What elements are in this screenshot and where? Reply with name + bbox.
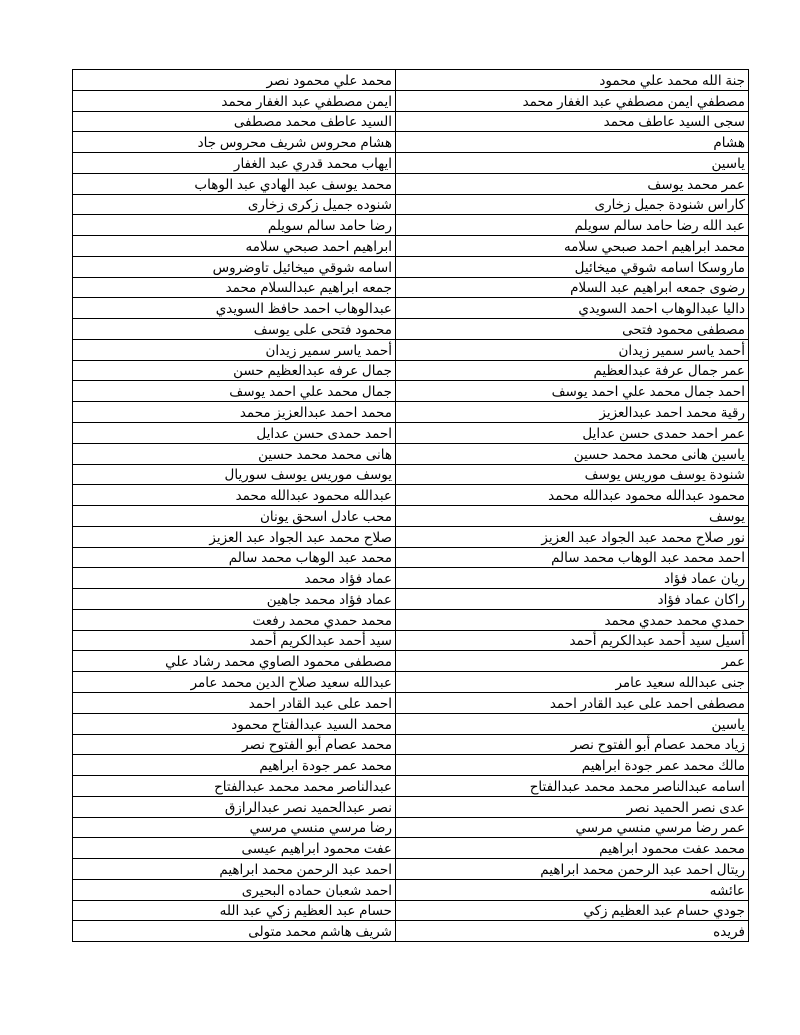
parent-name-cell: احمد حمدى حسن عدايل bbox=[73, 423, 396, 444]
table-row bbox=[73, 838, 749, 859]
table-row bbox=[73, 90, 749, 111]
parent-name-cell: عبدالوهاب احمد حافظ السويدي bbox=[73, 298, 396, 319]
child-name-cell: أحمد ياسر سمير زيدان bbox=[396, 339, 749, 360]
parent-name-cell: ابراهيم احمد صبحي سلامه bbox=[73, 236, 396, 257]
child-name-cell: جودي حسام عبد العظيم زكي bbox=[396, 900, 749, 921]
parent-name-cell: عماد فؤاد محمد bbox=[73, 568, 396, 589]
names-table-body bbox=[73, 70, 749, 942]
child-name-cell: سجى السيد عاطف محمد bbox=[396, 111, 749, 132]
parent-name-cell: احمد عبد الرحمن محمد ابراهيم bbox=[73, 859, 396, 880]
table-row bbox=[73, 173, 749, 194]
child-name-cell: عمر احمد حمدى حسن عدايل bbox=[396, 423, 749, 444]
child-name-cell: فريده bbox=[396, 921, 749, 942]
parent-name-cell: محمد السيد عبدالفتاح محمود bbox=[73, 713, 396, 734]
child-name-cell: جنة الله محمد علي محمود bbox=[396, 70, 749, 91]
child-name-cell: مصطفى احمد على عبد القادر احمد bbox=[396, 692, 749, 713]
table-row bbox=[73, 589, 749, 610]
table-row bbox=[73, 402, 749, 423]
child-name-cell: زياد محمد عصام أبو الفتوح نصر bbox=[396, 734, 749, 755]
table-row bbox=[73, 547, 749, 568]
child-name-cell: راكان عماد فؤاد bbox=[396, 589, 749, 610]
table-row bbox=[73, 921, 749, 942]
table-row bbox=[73, 256, 749, 277]
child-name-cell: نور صلاح محمد عبد الجواد عبد العزيز bbox=[396, 526, 749, 547]
child-name-cell: شنودة يوسف موريس يوسف bbox=[396, 464, 749, 485]
parent-name-cell: محمود فتحى على يوسف bbox=[73, 319, 396, 340]
table-row bbox=[73, 381, 749, 402]
child-name-cell: يوسف bbox=[396, 506, 749, 527]
table-row bbox=[73, 132, 749, 153]
child-name-cell: عدى نصر الحميد نصر bbox=[396, 796, 749, 817]
parent-name-cell: نصر عبدالحميد نصر عبدالرازق bbox=[73, 796, 396, 817]
table-row bbox=[73, 734, 749, 755]
child-name-cell: ياسين bbox=[396, 713, 749, 734]
child-name-cell: احمد محمد عبد الوهاب محمد سالم bbox=[396, 547, 749, 568]
parent-name-cell: مصطفى محمود الصاوي محمد رشاد علي bbox=[73, 651, 396, 672]
table-row bbox=[73, 900, 749, 921]
child-name-cell: عائشه bbox=[396, 879, 749, 900]
child-name-cell: ماروسكا اسامه شوقي ميخائيل bbox=[396, 256, 749, 277]
parent-name-cell: عبدالله محمود عبدالله محمد bbox=[73, 485, 396, 506]
table-row bbox=[73, 339, 749, 360]
child-name-cell: أسيل سيد أحمد عبدالكريم أحمد bbox=[396, 630, 749, 651]
table-row bbox=[73, 651, 749, 672]
parent-name-cell: شنوده جميل زكرى زخارى bbox=[73, 194, 396, 215]
table-row bbox=[73, 423, 749, 444]
parent-name-cell: ايهاب محمد قدري عبد الغفار bbox=[73, 153, 396, 174]
parent-name-cell: احمد على عبد القادر احمد bbox=[73, 692, 396, 713]
child-name-cell: رضوى جمعه ابراهيم عبد السلام bbox=[396, 277, 749, 298]
child-name-cell: مصطفي ايمن مصطفي عبد الغفار محمد bbox=[396, 90, 749, 111]
parent-name-cell: اسامه شوقي ميخائيل تاوضروس bbox=[73, 256, 396, 277]
child-name-cell: عمر جمال عرفة عبدالعظيم bbox=[396, 360, 749, 381]
parent-name-cell: ايمن مصطفي عبد الغفار محمد bbox=[73, 90, 396, 111]
table-row bbox=[73, 464, 749, 485]
child-name-cell: عبد الله رضا حامد سالم سويلم bbox=[396, 215, 749, 236]
child-name-cell: جنى عبدالله سعيد عامر bbox=[396, 672, 749, 693]
table-row bbox=[73, 568, 749, 589]
table-row bbox=[73, 859, 749, 880]
parent-name-cell: جمعه ابراهيم عبدالسلام محمد bbox=[73, 277, 396, 298]
child-name-cell: محمد ابراهيم احمد صبحي سلامه bbox=[396, 236, 749, 257]
child-name-cell: رقية محمد احمد عبدالعزيز bbox=[396, 402, 749, 423]
table-row bbox=[73, 692, 749, 713]
table-row bbox=[73, 111, 749, 132]
child-name-cell: مالك محمد عمر جودة ابراهيم bbox=[396, 755, 749, 776]
table-row bbox=[73, 443, 749, 464]
child-name-cell: هشام bbox=[396, 132, 749, 153]
parent-name-cell: هانى محمد محمد حسين bbox=[73, 443, 396, 464]
parent-name-cell: عبدالناصر محمد محمد عبدالفتاح bbox=[73, 776, 396, 797]
table-row bbox=[73, 879, 749, 900]
table-row bbox=[73, 755, 749, 776]
table-row bbox=[73, 713, 749, 734]
parent-name-cell: يوسف موريس يوسف سوريال bbox=[73, 464, 396, 485]
child-name-cell: داليا عبدالوهاب احمد السويدي bbox=[396, 298, 749, 319]
table-row bbox=[73, 817, 749, 838]
child-name-cell: ياسين هانى محمد محمد حسين bbox=[396, 443, 749, 464]
table-row bbox=[73, 672, 749, 693]
child-name-cell: حمدي محمد حمدي محمد bbox=[396, 609, 749, 630]
table-row bbox=[73, 236, 749, 257]
parent-name-cell: محمد عبد الوهاب محمد سالم bbox=[73, 547, 396, 568]
child-name-cell: ياسين bbox=[396, 153, 749, 174]
child-name-cell: اسامه عبدالناصر محمد محمد عبدالفتاح bbox=[396, 776, 749, 797]
child-name-cell: محمد عفت محمود ابراهيم bbox=[396, 838, 749, 859]
table-row bbox=[73, 776, 749, 797]
parent-name-cell: رضا حامد سالم سويلم bbox=[73, 215, 396, 236]
parent-name-cell: محمد عمر جودة ابراهيم bbox=[73, 755, 396, 776]
parent-name-cell: شريف هاشم محمد متولى bbox=[73, 921, 396, 942]
parent-name-cell: محمد يوسف عبد الهادي عبد الوهاب bbox=[73, 173, 396, 194]
table-row bbox=[73, 506, 749, 527]
table-row bbox=[73, 360, 749, 381]
parent-name-cell: جمال عرفه عبدالعظيم حسن bbox=[73, 360, 396, 381]
parent-name-cell: جمال محمد علي احمد يوسف bbox=[73, 381, 396, 402]
table-row bbox=[73, 796, 749, 817]
child-name-cell: ريتال احمد عبد الرحمن محمد ابراهيم bbox=[396, 859, 749, 880]
parent-name-cell: محمد علي محمود نصر bbox=[73, 70, 396, 91]
child-name-cell: مصطفى محمود فتحى bbox=[396, 319, 749, 340]
table-row bbox=[73, 153, 749, 174]
table-row bbox=[73, 215, 749, 236]
child-name-cell: كاراس شنودة جميل زخارى bbox=[396, 194, 749, 215]
table-row bbox=[73, 319, 749, 340]
parent-name-cell: هشام محروس شريف محروس جاد bbox=[73, 132, 396, 153]
table-row bbox=[73, 70, 749, 91]
parent-name-cell: محمد حمدي محمد رفعت bbox=[73, 609, 396, 630]
parent-name-cell: أحمد ياسر سمير زيدان bbox=[73, 339, 396, 360]
parent-name-cell: رضا مرسي منسي مرسي bbox=[73, 817, 396, 838]
names-table bbox=[72, 69, 749, 942]
parent-name-cell: سيد أحمد عبدالكريم أحمد bbox=[73, 630, 396, 651]
parent-name-cell: محب عادل اسحق يونان bbox=[73, 506, 396, 527]
parent-name-cell: عماد فؤاد محمد جاهين bbox=[73, 589, 396, 610]
table-row bbox=[73, 194, 749, 215]
child-name-cell: عمر محمد يوسف bbox=[396, 173, 749, 194]
parent-name-cell: السيد عاطف محمد مصطفى bbox=[73, 111, 396, 132]
parent-name-cell: حسام عبد العظيم زكي عبد الله bbox=[73, 900, 396, 921]
child-name-cell: محمود عبدالله محمود عبدالله محمد bbox=[396, 485, 749, 506]
parent-name-cell: محمد عصام أبو الفتوح نصر bbox=[73, 734, 396, 755]
table-row bbox=[73, 526, 749, 547]
table-row bbox=[73, 609, 749, 630]
table-row bbox=[73, 485, 749, 506]
parent-name-cell: محمد احمد عبدالعزيز محمد bbox=[73, 402, 396, 423]
table-row bbox=[73, 630, 749, 651]
parent-name-cell: صلاح محمد عبد الجواد عبد العزيز bbox=[73, 526, 396, 547]
table-row bbox=[73, 298, 749, 319]
parent-name-cell: احمد شعبان حماده البحيرى bbox=[73, 879, 396, 900]
child-name-cell: ريان عماد فؤاد bbox=[396, 568, 749, 589]
child-name-cell: احمد جمال محمد علي احمد يوسف bbox=[396, 381, 749, 402]
child-name-cell: عمر رضا مرسي منسي مرسي bbox=[396, 817, 749, 838]
parent-name-cell: عبدالله سعيد صلاح الدين محمد عامر bbox=[73, 672, 396, 693]
table-row bbox=[73, 277, 749, 298]
parent-name-cell: عفت محمود ابراهيم عيسى bbox=[73, 838, 396, 859]
child-name-cell: عمر bbox=[396, 651, 749, 672]
